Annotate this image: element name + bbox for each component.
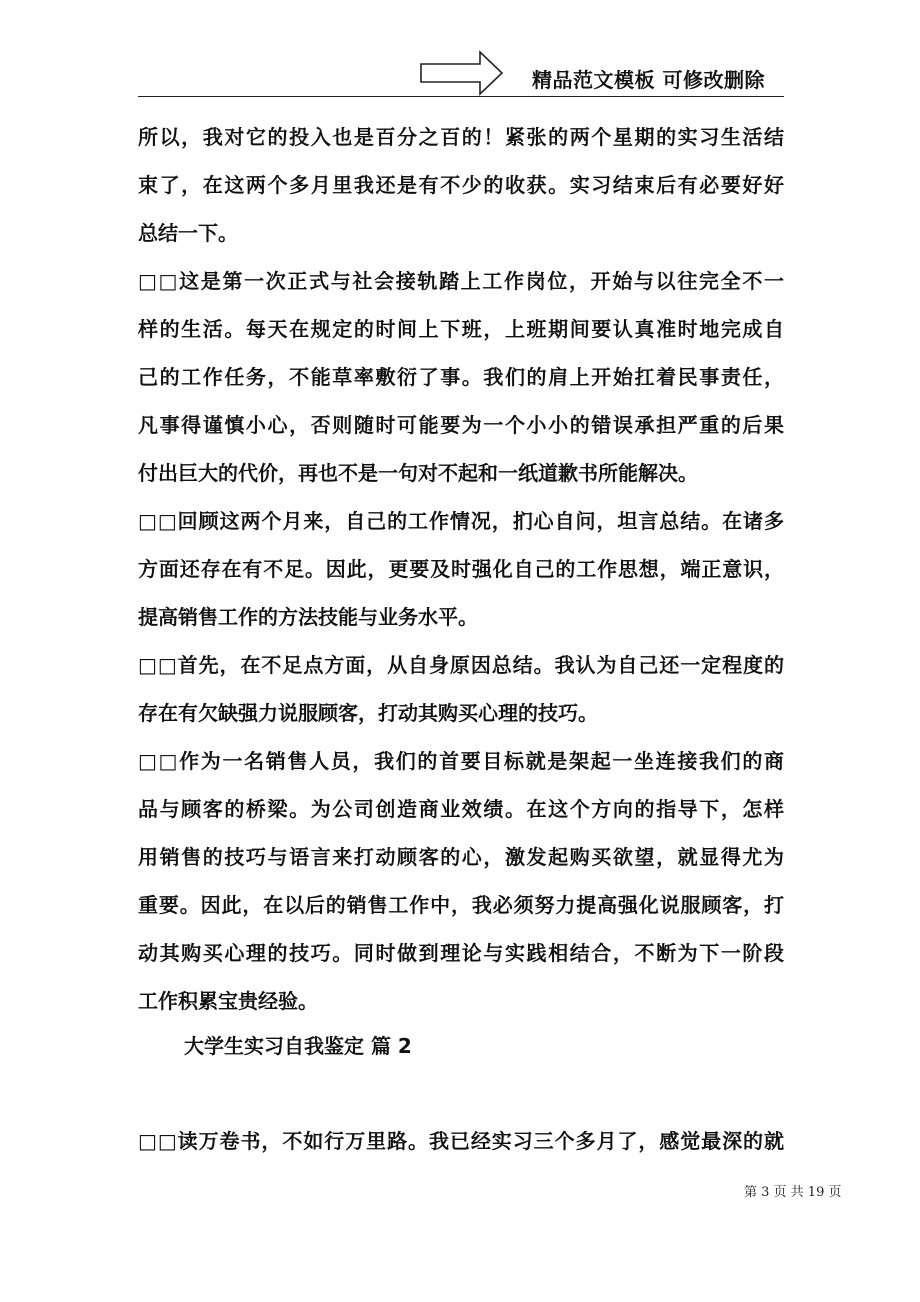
body-text <box>138 113 784 1025</box>
text-line: 样的生活。每天在规定的时间上下班，上班期间要认真准时地完成自 <box>138 317 784 341</box>
text-line: 所以，我对它的投入也是百分之百的！紧张的两个星期的实习生活结 <box>138 125 784 149</box>
text-line: 存在有欠缺强力说服顾客，打动其购买心理的技巧。 <box>138 701 598 725</box>
text-line: 工作积累宝贵经验。 <box>138 989 318 1013</box>
text-line: 己的工作任务，不能草率敷衍了事。我们的肩上开始扛着民事责任， <box>138 365 784 389</box>
header-divider <box>138 96 784 97</box>
text-line: 方面还存在有不足。因此，更要及时强化自己的工作思想，端正意识， <box>138 557 784 581</box>
section-heading: 大学生实习自我鉴定 篇 2 <box>184 1034 412 1058</box>
text-line: □□回顾这两个月来，自己的工作情况，扪心自问，坦言总结。在诸多 <box>138 509 784 533</box>
text-line: □□首先，在不足点方面，从自身原因总结。我认为自己还一定程度的 <box>138 653 784 677</box>
section-body-text <box>138 1117 784 1165</box>
page-header <box>0 0 920 100</box>
text-line: 总结一下。 <box>138 221 238 245</box>
text-line: □□作为一名销售人员，我们的首要目标就是架起一坐连接我们的商 <box>138 749 784 773</box>
text-line: 动其购买心理的技巧。同时做到理论与实践相结合，不断为下一阶段 <box>138 941 784 965</box>
page-number: 第 3 页 共 19 页 <box>744 1185 842 1200</box>
text-line: 付出巨大的代价，再也不是一句对不起和一纸道歉书所能解决。 <box>138 461 698 485</box>
text-line: 提高销售工作的方法技能与业务水平。 <box>138 605 478 629</box>
text-line: 品与顾客的桥梁。为公司创造商业效绩。在这个方向的指导下，怎样 <box>138 797 784 821</box>
text-line: □□这是第一次正式与社会接轨踏上工作岗位，开始与以往完全不一 <box>138 269 784 293</box>
text-line: 用销售的技巧与语言来打动顾客的心，激发起购买欲望，就显得尤为 <box>138 845 784 869</box>
header-title: 精品范文模板 可修改删除 <box>532 68 765 92</box>
text-line: 凡事得谨慎小心，否则随时可能要为一个小小的错误承担严重的后果 <box>138 413 784 437</box>
text-line: □□读万卷书，不如行万里路。我已经实习三个多月了，感觉最深的就 <box>138 1129 784 1153</box>
text-line: 重要。因此，在以后的销售工作中，我必须努力提高强化说服顾客，打 <box>138 893 784 917</box>
text-line: 束了，在这两个多月里我还是有不少的收获。实习结束后有必要好好 <box>138 173 784 197</box>
arrow-right-icon <box>420 50 504 96</box>
